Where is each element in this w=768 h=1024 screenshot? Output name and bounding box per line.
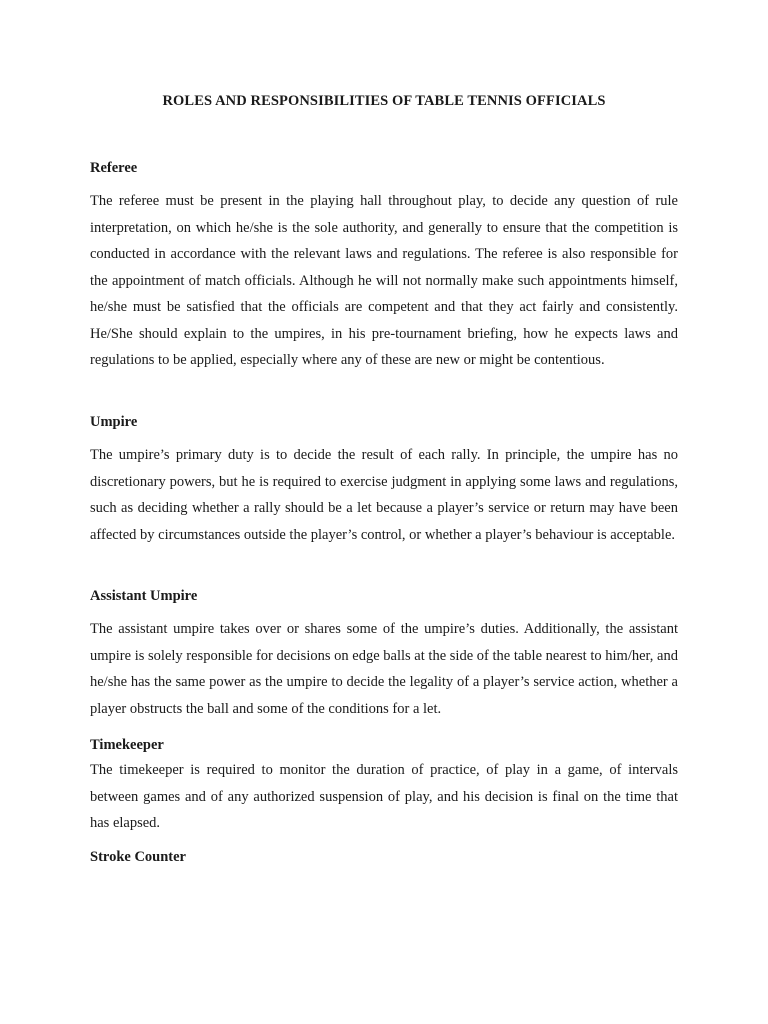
- paragraph-referee: The referee must be present in the playing hall throughout play, to decide any question of rule interpretation, on which he/she is the sole authority, and generally to ensure that the competition is conducted in accordance with the relevant laws and regulations. The referee is also responsible for the appointment of match officials. Although he will not normally make such appointments himself, he/she must be satisfied that the officials are competent and that they act fairly and consistently. He/She should explain to the umpires, in his pre-tournament briefing, how he expects laws and regulations to be applied, especially where any of these are new or might be contentious.: [90, 193, 678, 368]
- document-title: ROLES AND RESPONSIBILITIES OF TABLE TENNIS OFFICIALS: [162, 93, 606, 109]
- paragraph-assistant-umpire: The assistant umpire takes over or shares some of the umpire’s duties. Additionally, the assistant umpire is solely responsible for decisions on edge balls at the side of the table nearest to him/her, and he/she has the same power as the umpire to decide the legality of a player’s service action, whether a player obstructs the ball and some of the conditions for a let.: [90, 621, 678, 717]
- heading-umpire: Umpire: [90, 414, 138, 430]
- heading-timekeeper: Timekeeper: [90, 737, 164, 753]
- heading-stroke-counter: Stroke Counter: [90, 849, 186, 865]
- heading-referee: Referee: [90, 160, 138, 176]
- paragraph-timekeeper: The timekeeper is required to monitor the duration of practice, of play in a game, of intervals between games and of any authorized suspension of play, and his decision is final on the time that has elapsed.: [90, 762, 678, 831]
- paragraph-umpire: The umpire’s primary duty is to decide the result of each rally. In principle, the umpire has no discretionary powers, but he is required to exercise judgment in applying some laws and regulations, such as deciding whether a rally should be a let because a player’s service or return may have been affected by circumstances outside the player’s control, or whether a player’s behaviour is acceptable.: [90, 447, 678, 543]
- heading-assistant-umpire: Assistant Umpire: [90, 588, 198, 604]
